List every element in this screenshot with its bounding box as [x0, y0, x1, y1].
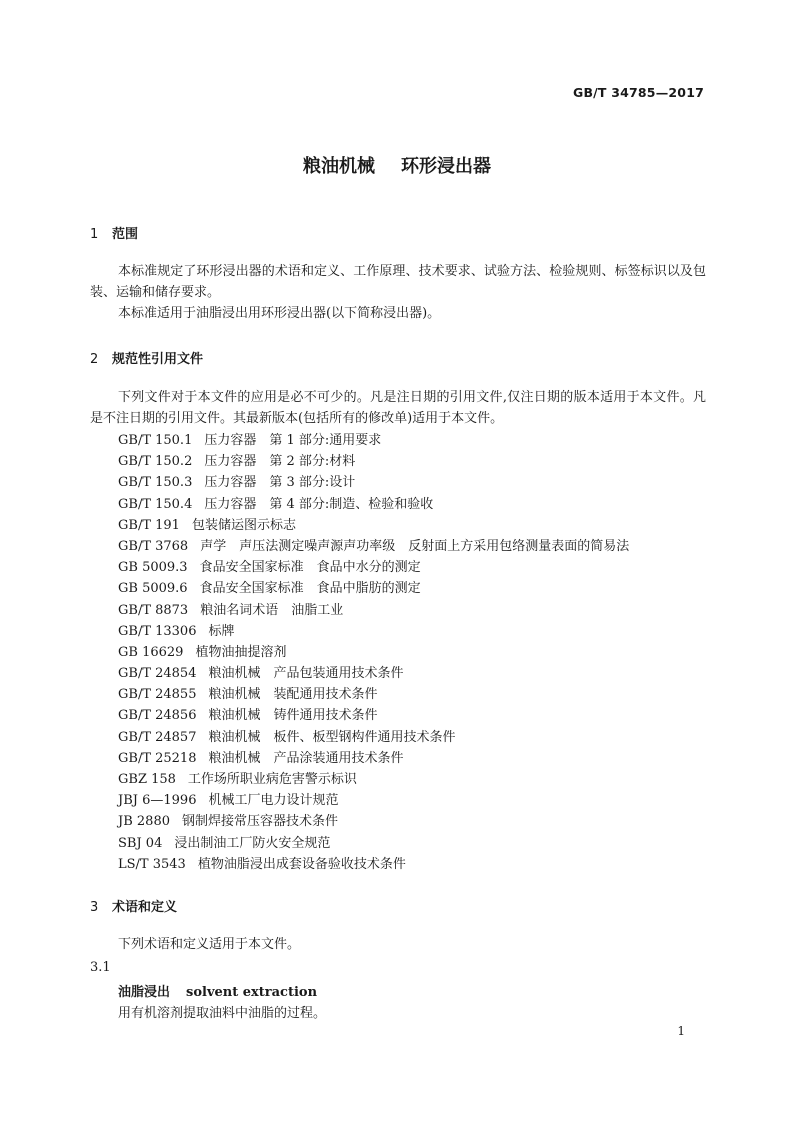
reference-item [118, 663, 629, 684]
scope-paragraph-2: 本标准适用于油脂浸出用环形浸出器(以下简称浸出器)。 [118, 306, 441, 321]
reference-code: GB 5009.3 [118, 560, 188, 576]
reference-item [118, 600, 629, 621]
section-title: 规范性引用文件 [112, 352, 204, 367]
section-number: 1 [90, 227, 99, 242]
reference-item [118, 642, 629, 663]
reference-code: GB/T 24854 [118, 666, 197, 682]
section-heading-normative-references [90, 348, 203, 367]
reference-title: 包装储运图示标志 [191, 517, 296, 533]
title-part-2: 环形浸出器 [401, 156, 491, 177]
reference-title: 标牌 [208, 623, 235, 639]
section-title: 术语和定义 [112, 900, 178, 915]
reference-title: 声学 声压法测定噪声源声功率级 反射面上方采用包络测量表面的简易法 [200, 538, 630, 554]
reference-title: 压力容器 第 1 部分:通用要求 [204, 433, 382, 448]
reference-code: GB/T 24855 [118, 687, 197, 703]
reference-item [118, 790, 629, 811]
reference-item [118, 833, 629, 854]
term-definition: 用有机溶剂提取油料中油脂的过程。 [118, 1006, 327, 1021]
reference-title: 钢制焊接常压容器技术条件 [181, 814, 338, 830]
reference-title: 压力容器 第 4 部分:制造、检验和验收 [204, 496, 434, 512]
reference-title: 工作场所职业病危害警示标识 [187, 772, 357, 787]
reference-title: 植物油抽提溶剂 [195, 644, 287, 660]
reference-code: GB/T 191 [118, 517, 180, 533]
term-entry [118, 981, 317, 1000]
section-heading-scope [90, 223, 138, 242]
reference-list [118, 430, 629, 875]
reference-code: JB 2880 [118, 814, 170, 830]
reference-code: GB/T 150.1 [118, 433, 193, 448]
reference-code: LS/T 3543 [118, 856, 186, 872]
reference-code: GB 16629 [118, 644, 184, 660]
reference-title: 粮油机械 铸件通用技术条件 [208, 708, 378, 724]
reference-item [118, 494, 629, 515]
reference-item [118, 727, 629, 748]
section-number: 3 [90, 900, 99, 915]
reference-title: 压力容器 第 3 部分:设计 [204, 475, 356, 491]
reference-title: 机械工厂电力设计规范 [208, 793, 339, 809]
reference-code: GB/T 150.4 [118, 496, 193, 512]
reference-title: 粮油机械 产品包装通用技术条件 [208, 666, 404, 682]
scope-paragraph-1: 本标准规定了环形浸出器的术语和定义、工作原理、技术要求、试验方法、检验规则、标签标识以及包装、运输和储存要求。 [90, 264, 706, 300]
reference-item [118, 472, 629, 493]
reference-title: 粮油机械 板件、板型钢构件通用技术条件 [208, 729, 456, 745]
reference-item [118, 515, 629, 536]
reference-item [118, 748, 629, 769]
reference-title: 食品安全国家标准 食品中脂肪的测定 [199, 581, 421, 597]
reference-code: GB/T 3768 [118, 538, 189, 554]
reference-item [118, 854, 629, 875]
reference-code: GB/T 24856 [118, 708, 197, 724]
section-number: 2 [90, 352, 99, 367]
term-english: solvent extraction [186, 985, 318, 1000]
reference-code: GB/T 150.3 [118, 475, 193, 491]
term-chinese: 油脂浸出 [118, 985, 171, 1000]
reference-code: GB/T 25218 [118, 750, 197, 766]
reference-title: 植物油脂浸出成套设备验收技术条件 [197, 856, 406, 872]
reference-code: GBZ 158 [118, 772, 176, 787]
section-title: 范围 [112, 227, 139, 242]
reference-code: GB/T 24857 [118, 729, 197, 745]
terms-intro-paragraph: 下列术语和定义适用于本文件。 [118, 937, 301, 952]
reference-code: GB 5009.6 [118, 581, 188, 597]
references-intro-paragraph: 下列文件对于本文件的应用是必不可少的。凡是注日期的引用文件,仅注日期的版本适用于本文件。凡是不注日期的引用文件。其最新版本(包括所有的修改单)适用于本文件。 [90, 390, 706, 426]
page-number: 1 [677, 1024, 685, 1038]
reference-title: 粮油名词术语 油脂工业 [200, 602, 344, 618]
reference-title: 粮油机械 产品涂装通用技术条件 [208, 750, 404, 766]
document-title [0, 152, 794, 178]
reference-item [118, 684, 629, 705]
reference-item [118, 621, 629, 642]
reference-item [118, 705, 629, 726]
reference-item [118, 769, 629, 790]
reference-title: 浸出制油工厂防火安全规范 [174, 835, 331, 851]
reference-code: JBJ 6—1996 [118, 793, 197, 809]
reference-item [118, 451, 629, 472]
reference-title: 食品安全国家标准 食品中水分的测定 [199, 560, 421, 576]
reference-title: 粮油机械 装配通用技术条件 [208, 687, 378, 703]
section-heading-terms-definitions [90, 896, 177, 915]
term-number: 3.1 [90, 960, 111, 975]
reference-item [118, 557, 629, 578]
standard-number: GB/T 34785—2017 [572, 85, 704, 100]
reference-code: GB/T 150.2 [118, 454, 193, 470]
title-part-1: 粮油机械 [303, 156, 375, 177]
reference-code: GB/T 13306 [118, 623, 197, 639]
reference-item [118, 536, 629, 557]
reference-title: 压力容器 第 2 部分:材料 [204, 454, 356, 470]
reference-item [118, 578, 629, 599]
reference-item [118, 811, 629, 832]
reference-item [118, 430, 629, 451]
reference-code: GB/T 8873 [118, 602, 189, 618]
reference-code: SBJ 04 [118, 835, 163, 851]
